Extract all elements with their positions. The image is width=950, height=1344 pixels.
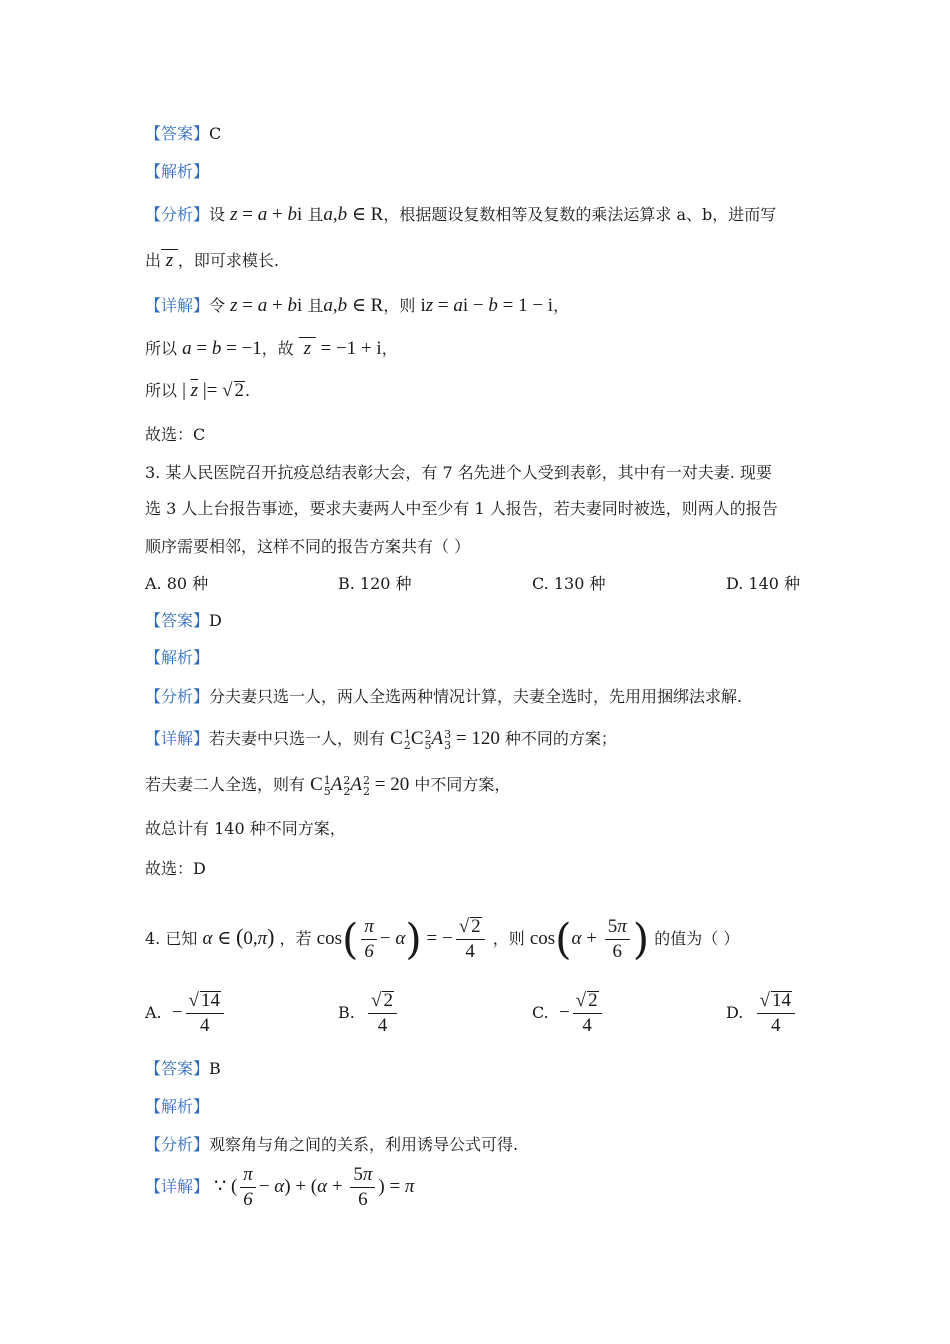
q3-detail-line-2: 若夫妻二人全选，则有 C 1 5 A 2 2 A 2 2 = 20 中不同方案， bbox=[145, 773, 511, 798]
answer-tag: 【答案】 bbox=[145, 124, 210, 143]
q3-stem-2: 选 3 人上台报告事迹，要求夫妻两人中至少有 1 人报告，若夫妻同时被选，则两人的报告 bbox=[145, 499, 778, 518]
q4-answer-line: 【答案】B bbox=[145, 1059, 221, 1078]
q2-detail-line-2: 所以 a = b = −1，故 z = −1 + i， bbox=[145, 338, 398, 359]
q2-fenxi-line: 【分析】设 z = a + bi 且a,b ∈ R，根据题设复数相等及复数的乘法运算求 a、b，进而写 bbox=[145, 204, 777, 225]
q2-analysis-heading: 【解析】 bbox=[145, 162, 210, 181]
q3-option-a: A. 80 种 bbox=[145, 574, 209, 593]
q2-detail-line: 【详解】令 z = a + bi 且a,b ∈ R，则 iz = ai − b = 1 − i， bbox=[145, 295, 570, 316]
q4-detail-line: 【详解】 ∵ ( $\frac{\pi}{6}$ − α) + (α + $\frac{5\pi}{6}$ ) = π bbox=[145, 1164, 415, 1210]
q4-option-b: B. $\frac{√ 2}{4}$ bbox=[338, 990, 400, 1036]
q2-detail-line-3: 所以 | $\overline{z}$ |= √ 2. bbox=[145, 380, 251, 401]
q4-option-d: D. $\frac{√ 14}{4}$ bbox=[726, 990, 798, 1036]
q4-option-a: A. − $\frac{√ 14}{4}$ bbox=[145, 990, 227, 1036]
math-z-eq: z bbox=[230, 204, 238, 225]
q3-answer-line: 【答案】D bbox=[145, 611, 222, 630]
q3-option-b: B. 120 种 bbox=[338, 574, 412, 593]
q4-analysis-heading: 【解析】 bbox=[145, 1097, 210, 1116]
q3-option-d: D. 140 种 bbox=[726, 574, 801, 593]
q3-choose: 故选：D bbox=[145, 859, 206, 878]
q4-option-c: C. − $\frac{√ 2}{4}$ bbox=[532, 990, 605, 1036]
q3-fenxi-line: 【分析】分夫妻只选一人，两人全选两种情况计算，夫妻全选时，先用用捆绑法求解. bbox=[145, 687, 743, 706]
q3-option-c: C. 130 种 bbox=[532, 574, 606, 593]
answer-value: C bbox=[209, 124, 222, 143]
math-z-bar: z bbox=[161, 250, 178, 271]
q2-answer-line bbox=[145, 123, 221, 145]
q4-stem: 4. 已知 α ∈ (0,π) ，若 cos( $\frac{\pi}{6}$ − α) = − $\frac{√ 2}{4}$ ，则 cos(α + $\frac{5\pi}{6}$ ) 的值为（ ） bbox=[145, 914, 740, 964]
q3-stem-3: 顺序需要相邻，这样不同的报告方案共有（ ） bbox=[145, 537, 471, 556]
q2-fenxi-line-2: 出 z ，即可求模长. bbox=[145, 250, 280, 271]
q3-analysis-heading: 【解析】 bbox=[145, 648, 210, 667]
q4-fenxi-line: 【分析】观察角与角之间的关系，利用诱导公式可得. bbox=[145, 1135, 519, 1154]
q2-choose: 故选：C bbox=[145, 425, 206, 444]
q3-detail-line: 【详解】若夫妻中只选一人，则有 C 1 2 C 2 5 A 3 3 = 120 种不同的方案； bbox=[145, 727, 617, 752]
q3-detail-line-3: 故总计有 140 种不同方案， bbox=[145, 819, 346, 838]
q3-stem-1: 3. 某人民医院召开抗疫总结表彰大会，有 7 名先进个人受到表彰，其中有一对夫妻. 现要 bbox=[145, 463, 772, 482]
